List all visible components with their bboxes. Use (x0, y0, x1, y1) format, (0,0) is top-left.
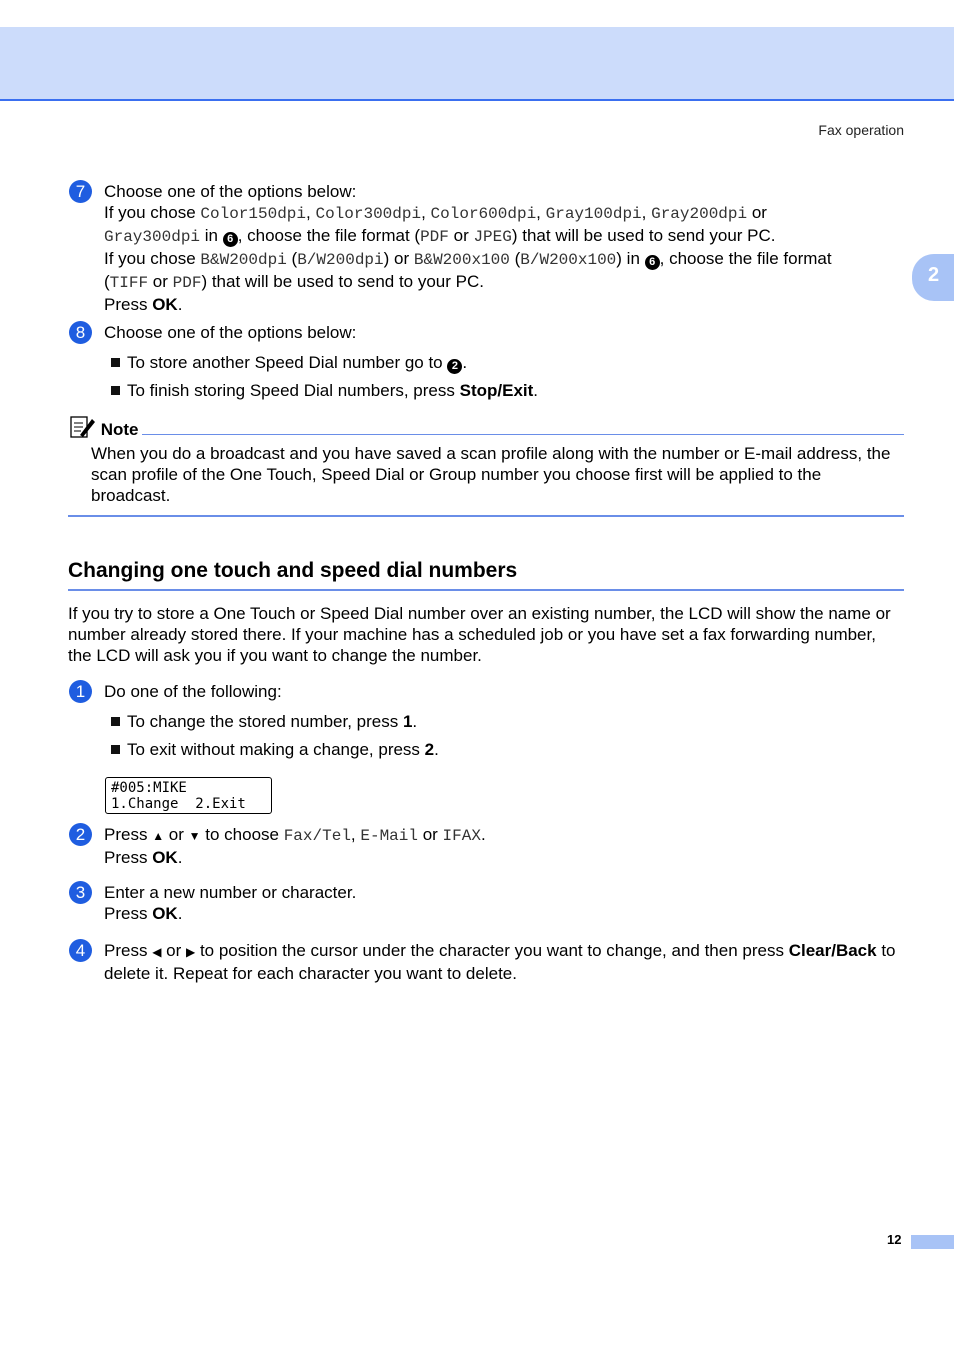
step-2 (69, 824, 905, 868)
up-arrow-icon: ▲ (152, 829, 165, 843)
step-text: Choose one of the options below: (104, 323, 357, 342)
step-text: Press ▲ or ▼ to choose Fax/Tel, E-Mail or IFAX. Press OK. (104, 825, 486, 867)
bullet-icon (111, 386, 120, 395)
list-item: To finish storing Speed Dial numbers, press Stop/Exit. (111, 380, 538, 401)
note-body: When you do a broadcast and you have saved a scan profile along with the number or E-mail address, the scan profile of the One Touch, Speed Dial or Group number you choose first will be applied to the broadcast. (91, 444, 891, 505)
step-3 (69, 882, 905, 924)
step-1 (69, 681, 905, 702)
step-ref-icon: 6 (645, 255, 660, 270)
divider (68, 515, 904, 517)
step-text: Enter a new number or character. Press OK. (104, 883, 357, 923)
divider (68, 589, 904, 591)
step-number: 3 (69, 881, 92, 904)
bullet-icon (111, 717, 120, 726)
step-ref-icon: 6 (223, 232, 238, 247)
list-item: To change the stored number, press 1. (111, 711, 417, 732)
down-arrow-icon: ▼ (188, 829, 201, 843)
step-number: 7 (69, 180, 92, 203)
list-item: To exit without making a change, press 2. (111, 739, 439, 760)
step-text: Press ◀ or ▶ to position the cursor under the character you want to change, and then press Clear/Back to delete it. Repeat for each character you want to delete. (104, 941, 896, 983)
step-number: 1 (69, 680, 92, 703)
step-number: 2 (69, 823, 92, 846)
step-7 (69, 181, 905, 315)
page-number: 12 (887, 1232, 902, 1247)
lcd-display: #005:MIKE 1.Change 2.Exit (105, 777, 272, 814)
step-4 (69, 940, 905, 984)
step-text: Do one of the following: (104, 682, 282, 701)
chapter-tab (912, 254, 954, 301)
page-bar (911, 1235, 954, 1249)
note-title: Note (100, 420, 139, 439)
step-ref-icon: 2 (447, 359, 462, 374)
list-item: To store another Speed Dial number go to 2 . (111, 352, 467, 374)
step-text: Choose one of the options below: If you chose Color150dpi, Color300dpi, Color600dpi, Gray100dpi, Gray200dpi or Gray300dpi in 6 , choose the file format (PDF or JPEG) that will be used to send your PC. If you chose B&W200dpi (B/W200dpi) or B&W200x100 (B/W200x100) in 6 , choose the file format (TIFF or PDF) that will be used to send to your PC. Press OK. (104, 182, 832, 314)
step-number: 4 (69, 939, 92, 962)
left-arrow-icon: ◀ (152, 945, 162, 959)
right-arrow-icon: ▶ (185, 945, 196, 959)
section-heading: Changing one touch and speed dial numbers (68, 559, 518, 582)
note-pencil-icon (70, 415, 96, 439)
header-band (0, 27, 954, 101)
section-label: Fax operation (818, 122, 904, 138)
intro-paragraph: If you try to store a One Touch or Speed Dial number over an existing number, the LCD will show the name or number already stored there. If your machine has a scheduled job or you have set a fax forwarding number, the LCD will ask you if you want to change the number. (68, 604, 891, 665)
divider (142, 434, 904, 435)
note-header (70, 415, 139, 440)
bullet-icon (111, 358, 120, 367)
step-8 (69, 322, 905, 343)
chapter-number: 2 (928, 264, 940, 286)
bullet-icon (111, 745, 120, 754)
step-number: 8 (69, 321, 92, 344)
